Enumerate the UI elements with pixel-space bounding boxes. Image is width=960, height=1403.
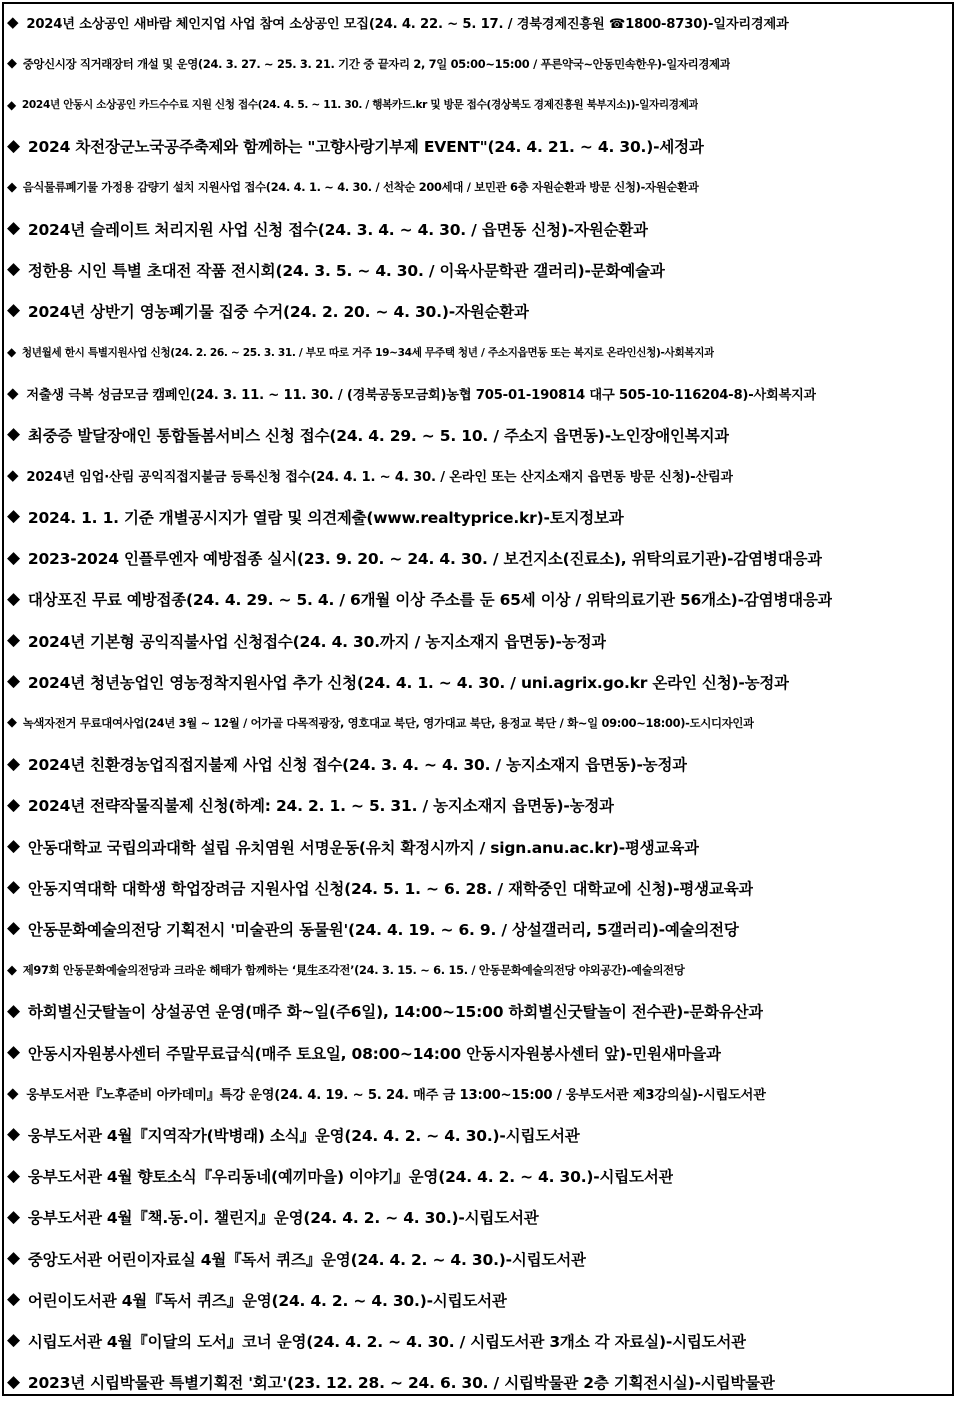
notice-item[interactable] [7, 1362, 950, 1403]
diamond-bullet-icon: ◆ [7, 259, 20, 280]
notice-text: 안동문화예술의전당 기획전시 '미술관의 동물원'(24. 4. 19. ~ 6. 9. / 상설갤러리, 5갤러리)-예술의전당 [27, 920, 739, 939]
notice-text: 청년월세 한시 특별지원사업 신청(24. 2. 26. ~ 25. 3. 31. / 부모 따로 거주 19~34세 무주택 청년 / 주소지읍면동 또는 복지로 온라인신청)-사회복지과 [21, 346, 714, 359]
diamond-bullet-icon: ◆ [7, 179, 17, 195]
notice-item[interactable] [7, 126, 950, 167]
diamond-bullet-icon: ◆ [7, 588, 20, 609]
diamond-bullet-icon: ◆ [7, 424, 20, 444]
notice-item[interactable] [7, 826, 950, 867]
notice-item[interactable] [7, 84, 950, 125]
notice-item[interactable] [7, 991, 950, 1032]
notice-item[interactable] [7, 208, 950, 249]
notice-text: 음식물류폐기물 가정용 감량기 설치 지원사업 접수(24. 4. 1. ~ 4. 30. / 선착순 200세대 / 보민관 6층 자원순환과 방문 신청)-자원순환과 [22, 180, 699, 195]
notice-text: 웅부도서관 4월『책.동.이. 챌린지』운영(24. 4. 2. ~ 4. 30.)-시립도서관 [27, 1209, 539, 1228]
notice-text: 웅부도서관『노후준비 아카데미』특강 운영(24. 4. 19. ~ 5. 24. 매주 금 13:00~15:00 / 웅부도서관 제3강의실)-시립도서관 [26, 1088, 766, 1104]
diamond-bullet-icon: ◆ [7, 1248, 20, 1268]
notice-text: 안동지역대학 대학생 학업장려금 지원사업 신청(24. 5. 1. ~ 6. 28. / 재학중인 대학교에 신청)-평생교육과 [27, 879, 754, 898]
notice-item[interactable] [7, 414, 950, 455]
notice-text: 2024년 안동시 소상공인 카드수수료 지원 신청 접수(24. 4. 5. ~ 11. 30. / 행복카드.kr 및 방문 접수(경상북도 경제진흥원 북부지소))-일자리경제과 [21, 99, 699, 112]
notice-item[interactable] [7, 1197, 950, 1238]
diamond-bullet-icon: ◆ [7, 547, 20, 568]
diamond-bullet-icon: ◆ [7, 1042, 20, 1062]
notice-item[interactable] [7, 290, 950, 331]
notice-item[interactable] [7, 785, 950, 826]
diamond-bullet-icon: ◆ [7, 1330, 20, 1351]
notice-item[interactable] [7, 1279, 950, 1320]
notice-text: 하회별신굿탈놀이 상설공연 운영(매주 화~일(주6일), 14:00~15:00 하회별신굿탈놀이 전수관)-문화유산과 [27, 1003, 764, 1022]
notice-item[interactable] [7, 43, 950, 84]
diamond-bullet-icon: ◆ [7, 794, 20, 815]
notice-item[interactable] [7, 661, 950, 702]
notice-text: 2024년 슬레이트 처리지원 사업 신청 접수(24. 3. 4. ~ 4. 30. / 읍면동 신청)-자원순환과 [27, 220, 648, 239]
notice-text: 2024년 청년농업인 영농정착지원사업 추가 신청(24. 4. 1. ~ 4. 30. / uni.agrix.go.kr 온라인 신청)-농정과 [27, 673, 789, 692]
notice-text: 제97회 안동문화예술의전당과 크라운 해태가 함께하는 ‘見生조각전’(24. 3. 15. ~ 6. 15. / 안동문화예술의전당 야외공간)-예술의전당 [22, 963, 685, 978]
notice-text: 정한용 시인 특별 초대전 작품 전시회(24. 3. 5. ~ 4. 30. / 이육사문학관 갤러리)-문화예술과 [27, 261, 665, 280]
diamond-bullet-icon: ◆ [7, 97, 16, 112]
notice-text: 2024년 소상공인 새바람 체인지업 사업 참여 소상공인 모집(24. 4. 22. ~ 5. 17. / 경북경제진흥원 ☎1800-8730)-일자리경제과 [26, 17, 789, 32]
notice-text: 대상포진 무료 예방접종(24. 4. 29. ~ 5. 4. / 6개월 이상 주소를 둔 65세 이상 / 위탁의료기관 56개소)-감염병대응과 [27, 591, 833, 610]
notice-item[interactable] [7, 249, 950, 290]
notice-item[interactable] [7, 2, 950, 43]
notice-item[interactable] [7, 1073, 950, 1114]
notice-text: 2024 차전장군노국공주축제와 함께하는 "고향사랑기부제 EVENT"(24. 4. 21. ~ 4. 30.)-세정과 [27, 138, 704, 157]
notice-text: 2024년 친환경농업직접지불제 사업 신청 접수(24. 3. 4. ~ 4. 30. / 농지소재지 읍면동)-농정과 [27, 756, 688, 775]
diamond-bullet-icon: ◆ [7, 630, 20, 650]
notice-item[interactable] [7, 1320, 950, 1361]
diamond-bullet-icon: ◆ [7, 1124, 20, 1145]
notice-board [2, 2, 954, 1396]
notice-text: 중앙신시장 직거래장터 개설 및 운영(24. 3. 27. ~ 25. 3. 21. 기간 중 끝자리 2, 7일 05:00~15:00 / 푸른약국~안동민속한우)-일자리경제과 [22, 56, 731, 71]
notice-item[interactable] [7, 1032, 950, 1073]
notice-item[interactable] [7, 455, 950, 496]
notice-text: 2024년 임업·산림 공익직접지불금 등록신청 접수(24. 4. 1. ~ 4. 30. / 온라인 또는 산지소재지 읍면동 방문 신청)-산림과 [26, 470, 734, 486]
diamond-bullet-icon: ◆ [7, 56, 17, 72]
diamond-bullet-icon: ◆ [7, 383, 19, 402]
diamond-bullet-icon: ◆ [7, 1371, 20, 1392]
notice-text: 안동시자원봉사센터 주말무료급식(매주 토요일, 08:00~14:00 안동시자원봉사센터 앞)-민원새마을과 [27, 1044, 721, 1063]
notice-item[interactable] [7, 579, 950, 620]
notice-text: 중앙도서관 어린이자료실 4월『독서 퀴즈』운영(24. 4. 2. ~ 4. 30.)-시립도서관 [27, 1250, 586, 1269]
diamond-bullet-icon: ◆ [7, 1206, 20, 1227]
diamond-bullet-icon: ◆ [7, 466, 19, 485]
notice-item[interactable] [7, 702, 950, 743]
notice-text: 웅부도서관 4월 향토소식『우리동네(예끼마을) 이야기』운영(24. 4. 2. ~ 4. 30.)-시립도서관 [27, 1168, 674, 1187]
notice-item[interactable] [7, 496, 950, 537]
notice-item[interactable] [7, 373, 950, 414]
diamond-bullet-icon: ◆ [7, 1000, 20, 1021]
diamond-bullet-icon: ◆ [7, 715, 17, 731]
notice-item[interactable] [7, 1114, 950, 1155]
diamond-bullet-icon: ◆ [7, 671, 20, 692]
notice-text: 2024년 상반기 영농폐기물 집중 수거(24. 2. 20. ~ 4. 30.)-자원순환과 [27, 302, 529, 321]
notice-text: 시립도서관 4월『이달의 도서』코너 운영(24. 4. 2. ~ 4. 30. / 시립도서관 3개소 각 자료실)-시립도서관 [27, 1332, 746, 1351]
diamond-bullet-icon: ◆ [7, 300, 20, 321]
notice-item[interactable] [7, 538, 950, 579]
notice-text: 저출생 극복 성금모금 캠페인(24. 3. 11. ~ 11. 30. / (경북공동모금회)농협 705-01-190814 대구 505-10-116204-8)-사회복지과 [26, 387, 817, 403]
diamond-bullet-icon: ◆ [7, 1289, 20, 1310]
diamond-bullet-icon: ◆ [7, 1165, 20, 1186]
notice-item[interactable] [7, 867, 950, 908]
notice-text: 2024. 1. 1. 기준 개별공시지가 열람 및 의견제출(www.realtyprice.kr)-토지정보과 [27, 508, 624, 527]
notice-item[interactable] [7, 908, 950, 949]
notice-text: 웅부도서관 4월『지역작가(박병래) 소식』운영(24. 4. 2. ~ 4. 30.)-시립도서관 [27, 1126, 580, 1145]
diamond-bullet-icon: ◆ [7, 135, 20, 156]
notice-text: 2024년 기본형 공익직불사업 신청접수(24. 4. 30.까지 / 농지소재지 읍면동)-농정과 [27, 632, 607, 651]
notice-item[interactable] [7, 950, 950, 991]
notice-text: 최중증 발달장애인 통합돌봄서비스 신청 접수(24. 4. 29. ~ 5. 10. / 주소지 읍면동)-노인장애인복지과 [27, 426, 730, 445]
notice-item[interactable] [7, 167, 950, 208]
notice-text: 2023-2024 인플루엔자 예방접종 실시(23. 9. 20. ~ 24. 4. 30. / 보건지소(진료소), 위탁의료기관)-감염병대응과 [27, 550, 823, 569]
diamond-bullet-icon: ◆ [7, 877, 20, 898]
diamond-bullet-icon: ◆ [7, 13, 19, 31]
notice-item[interactable] [7, 1238, 950, 1279]
diamond-bullet-icon: ◆ [7, 836, 20, 856]
diamond-bullet-icon: ◆ [7, 1084, 19, 1103]
notice-item[interactable] [7, 1156, 950, 1197]
notice-text: 녹색자전거 무료대여사업(24년 3월 ~ 12월 / 어가골 다목적광장, 영호대교 북단, 영가대교 북단, 용정교 북단 / 화~일 09:00~18:00)-도시디자인과 [22, 715, 754, 730]
notice-item[interactable] [7, 744, 950, 785]
diamond-bullet-icon: ◆ [7, 753, 20, 774]
notice-text: 2024년 전략작물직불제 신청(하계: 24. 2. 1. ~ 5. 31. / 농지소재지 읍면동)-농정과 [27, 797, 614, 816]
diamond-bullet-icon: ◆ [7, 962, 17, 978]
diamond-bullet-icon: ◆ [7, 218, 20, 238]
notice-item[interactable] [7, 620, 950, 661]
diamond-bullet-icon: ◆ [7, 345, 16, 360]
diamond-bullet-icon: ◆ [7, 918, 20, 939]
notice-text: 어린이도서관 4월『독서 퀴즈』운영(24. 4. 2. ~ 4. 30.)-시립도서관 [27, 1291, 507, 1310]
diamond-bullet-icon: ◆ [7, 506, 20, 527]
notice-text: 2023년 시립박물관 특별기획전 '회고'(23. 12. 28. ~ 24. 6. 30. / 시립박물관 2층 기획전시실)-시립박물관 [27, 1374, 775, 1393]
notice-item[interactable] [7, 332, 950, 373]
notice-text: 안동대학교 국립의과대학 설립 유치염원 서명운동(유치 확정시까지 / sign.anu.ac.kr)-평생교육과 [27, 838, 699, 857]
